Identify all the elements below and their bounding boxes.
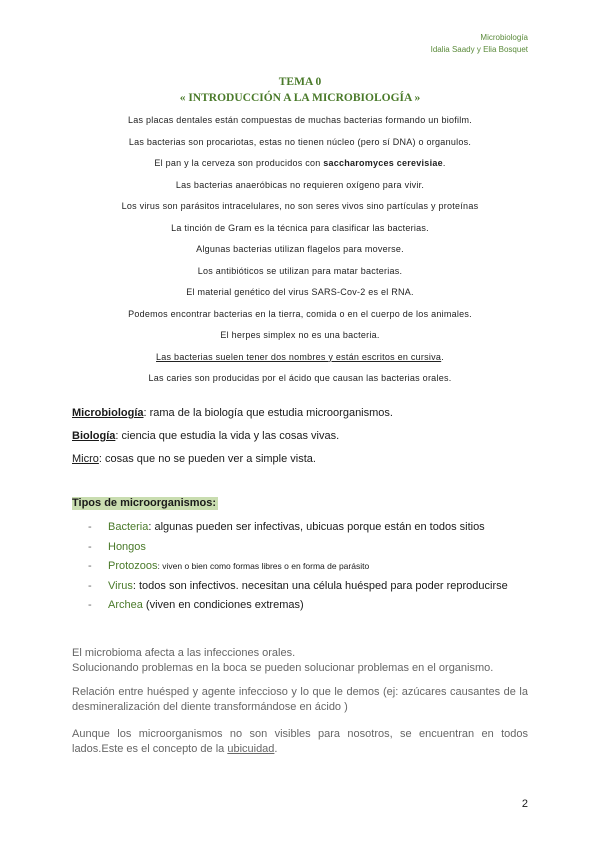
definitions-list [72,406,393,475]
fact-item: Los antibióticos se utilizan para matar bacterias. [197,265,403,276]
paragraph-text: Aunque los microorganismos no son visibles para nosotros, se encuentran en todos lados.Este es el concepto de la [72,728,528,755]
definition-item [72,452,393,475]
list-dash: - [88,579,92,592]
list-item [88,559,508,579]
fact-item: Las bacterias son procariotas, estas no tienen núcleo (pero sí DNA) o organulos. [128,136,472,147]
definition-term: Micro [72,453,99,465]
list-dash: - [88,521,92,533]
fact-item: Las placas dentales están compuestas de muchas bacterias formando un biofilm. [128,115,472,125]
definition-term: Microbiología [72,407,144,419]
fact-underlined-text: Las bacterias suelen tener dos nombres y están escritos en cursiva [156,351,442,362]
fact-item: Las bacterias anaeróbicas no requieren oxígeno para vivir. [175,179,425,190]
list-item [88,520,508,540]
list-item [88,579,508,599]
organism-name: saccharomyces cerevisiae [323,158,443,168]
fact-item [0,351,600,373]
fact-item: La tinción de Gram es la técnica para clasificar las bacterias. [171,222,429,233]
fact-item: Podemos encontrar bacterias en la tierra, comida o en el cuerpo de los animales. [128,308,472,319]
list-dash: - [88,560,92,572]
definition-text: : cosas que no se pueden ver a simple vista. [98,453,316,465]
page-number: 2 [521,798,528,810]
ubiquity-term: ubicuidad [227,743,275,755]
type-name: Protozoos [108,560,158,572]
type-desc: : algunas pueden ser infectivas, ubicuas porque están en todos sitios [148,521,485,533]
fact-item: El material genético del virus SARS-Cov-2 es el RNA. [186,287,414,297]
paragraph-host-relation: Relación entre huésped y agente infeccioso y lo que le demos (ej: azúcares causantes de la desmineralización del diente transformándose en ácido ) [72,686,528,713]
fact-text: El pan y la cerveza son producidos con [154,158,324,168]
header-subject: Microbiología [480,33,528,42]
type-desc: (viven en condiciones extremas) [142,599,304,611]
paragraph-line: Solucionando problemas en la boca se pueden solucionar problemas en el organismo. [72,662,494,674]
section-title-microorganism-types: Tipos de microorganismos: [72,497,217,509]
fact-punct: . [442,158,446,168]
type-name: Archea [108,599,143,611]
definition-term: Biología [72,430,116,442]
paragraph-microbiome [72,646,528,676]
type-name: Bacteria [108,521,149,533]
microorganism-types-list [88,520,508,618]
page-header [431,32,528,56]
definition-text: : ciencia que estudia la vida y las cosas vivas. [115,430,340,442]
paragraph-punct: . [274,743,278,755]
fact-item: Algunas bacterias utilizan flagelos para moverse. [196,244,404,254]
paragraph-ubiquity [72,727,528,757]
fact-punct: . [441,351,444,362]
definition-text: : rama de la biología que estudia microorganismos. [143,407,393,419]
topic-number: TEMA 0 [278,76,322,88]
definition-item [72,429,393,452]
definition-item [72,406,393,429]
type-name: Hongos [108,540,146,553]
list-item [88,540,508,560]
paragraph-line: El microbioma afecta a las infecciones orales. [72,647,296,659]
list-dash: - [88,599,92,611]
facts-list [0,114,600,394]
type-name: Virus [108,579,133,592]
type-desc: : viven o bien como formas libres o en forma de parásito [157,561,370,571]
list-item [88,598,508,618]
type-desc: : todos son infectivos. necesitan una célula huésped para poder reproducirse [132,579,508,592]
header-authors: Idalia Saady y Elia Bosquet [430,45,528,54]
list-dash: - [88,540,92,553]
fact-item [0,157,600,179]
fact-item: El herpes simplex no es una bacteria. [220,330,380,340]
page-title: « INTRODUCCIÓN A LA MICROBIOLOGÍA » [179,92,421,104]
fact-item: Las caries son producidas por el ácido que causan las bacterias orales. [148,373,452,383]
fact-item: Los virus son parásitos intracelulares, no son seres vivos sino partículas y proteínas [121,201,479,211]
